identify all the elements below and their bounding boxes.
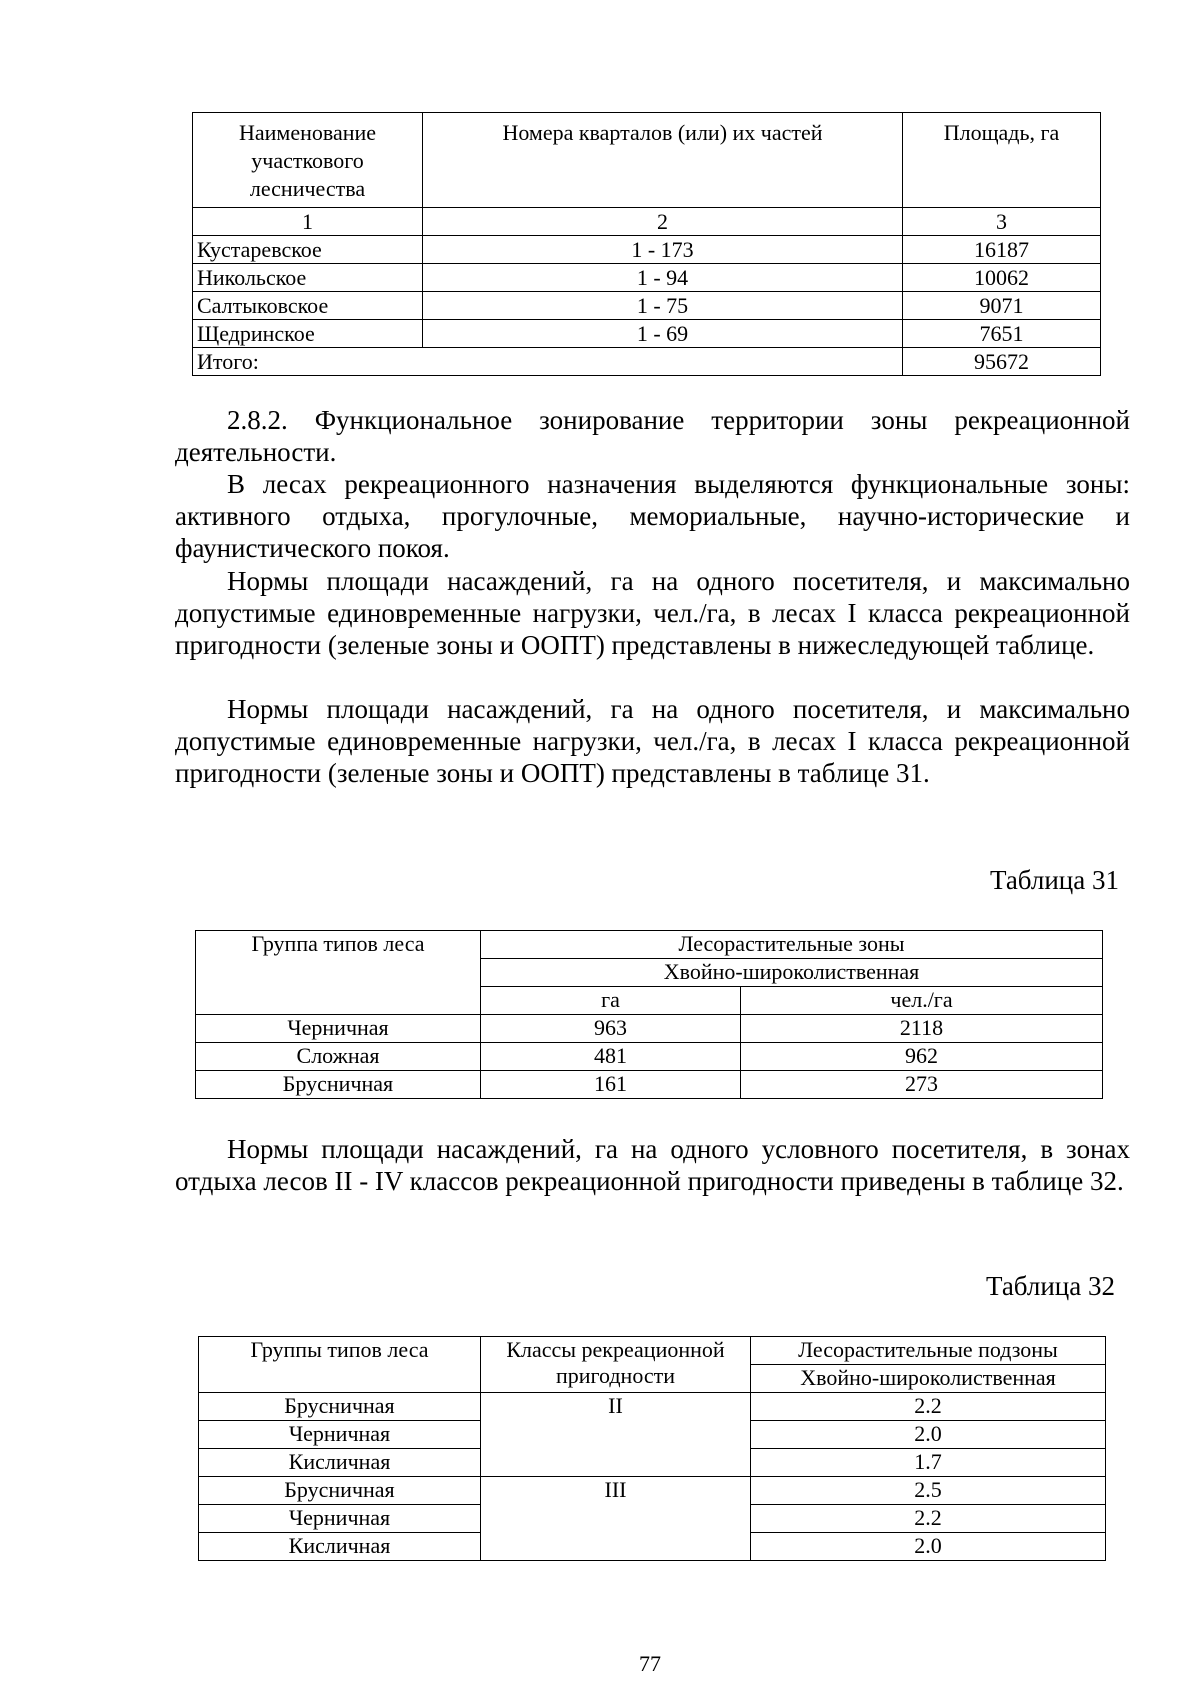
- load-value: 273: [741, 1071, 1103, 1099]
- table-row: [196, 1015, 1103, 1043]
- load-value: 962: [741, 1043, 1103, 1071]
- class-iii: III: [481, 1477, 751, 1561]
- area: 7651: [903, 320, 1101, 348]
- header-group: Группа типов леса: [196, 931, 481, 1015]
- table-row: [199, 1477, 1106, 1505]
- quarters: 1 - 75: [423, 292, 903, 320]
- norm-value: 2.0: [751, 1533, 1106, 1561]
- forestry-name: Щедринское: [193, 320, 423, 348]
- header-quarters: Номера кварталов (или) их частей: [423, 113, 903, 208]
- table-row: [199, 1393, 1106, 1421]
- ha-value: 963: [481, 1015, 741, 1043]
- table-31: [195, 930, 1103, 1099]
- paragraph: Нормы площади насаждений, га на одного условного посетителя, в зонах отдыха лесов II - IV классов рекреационной пригодности приведены в таблице 32.: [175, 1134, 1130, 1196]
- header-subzone: Хвойно-широколиственная: [751, 1365, 1106, 1393]
- paragraph: Нормы площади насаждений, га на одного посетителя, и максимально допустимые единовременные нагрузки, чел./га, в лесах I класса рекреационной пригодности (зеленые зоны и ООПТ) представлены в нижеследующей таблице.: [175, 566, 1130, 660]
- page-number: 77: [639, 1651, 661, 1676]
- ha-value: 481: [481, 1043, 741, 1071]
- area: 9071: [903, 292, 1101, 320]
- forest-group: Брусничная: [199, 1477, 481, 1505]
- table-row: [193, 292, 1101, 320]
- quarters: 1 - 94: [423, 264, 903, 292]
- area: 10062: [903, 264, 1101, 292]
- paragraph: Нормы площади насаждений, га на одного посетителя, и максимально допустимые единовременные нагрузки, чел./га, в лесах I класса рекреационной пригодности (зеленые зоны и ООПТ) представлены в таблице 31.: [175, 694, 1130, 788]
- total-row: [193, 348, 1101, 376]
- forest-group: Черничная: [199, 1421, 481, 1449]
- quarters: 1 - 173: [423, 236, 903, 264]
- table-caption: Таблица 32: [986, 1271, 1115, 1301]
- forestry-name: Кустаревское: [193, 236, 423, 264]
- header-area: Площадь, га: [903, 113, 1101, 208]
- forest-group: Сложная: [196, 1043, 481, 1071]
- header-number: 1: [193, 208, 423, 236]
- forest-group: Брусничная: [199, 1393, 481, 1421]
- header-number: 2: [423, 208, 903, 236]
- header-subzones: Лесорастительные подзоны: [751, 1337, 1106, 1365]
- table-32: [198, 1336, 1106, 1561]
- header-unit-ha: га: [481, 987, 741, 1015]
- table-row: [193, 320, 1101, 348]
- table-row: [196, 1071, 1103, 1099]
- header-number: 3: [903, 208, 1101, 236]
- forest-group: Черничная: [196, 1015, 481, 1043]
- section-heading: 2.8.2. Функциональное зонирование территории зоны рекреационной деятельности.: [175, 405, 1130, 467]
- header-zones: Лесорастительные зоны: [481, 931, 1103, 959]
- forest-group: Брусничная: [196, 1071, 481, 1099]
- header-unit-load: чел./га: [741, 987, 1103, 1015]
- table-row: [193, 264, 1101, 292]
- header-classes: Классы рекреационной пригодности: [481, 1337, 751, 1393]
- forestry-area-table: [192, 112, 1101, 376]
- forest-group: Кисличная: [199, 1533, 481, 1561]
- header-subzone: Хвойно-широколиственная: [481, 959, 1103, 987]
- total-value: 95672: [903, 348, 1101, 376]
- area: 16187: [903, 236, 1101, 264]
- norm-value: 2.2: [751, 1505, 1106, 1533]
- forest-group: Черничная: [199, 1505, 481, 1533]
- load-value: 2118: [741, 1015, 1103, 1043]
- table-caption: Таблица 31: [990, 865, 1119, 895]
- table-row: [193, 236, 1101, 264]
- header-groups: Группы типов леса: [199, 1337, 481, 1393]
- norm-value: 1.7: [751, 1449, 1106, 1477]
- table-row: [196, 1043, 1103, 1071]
- norm-value: 2.5: [751, 1477, 1106, 1505]
- total-label: Итого:: [193, 348, 903, 376]
- forest-group: Кисличная: [199, 1449, 481, 1477]
- quarters: 1 - 69: [423, 320, 903, 348]
- ha-value: 161: [481, 1071, 741, 1099]
- forestry-name: Никольское: [193, 264, 423, 292]
- header-forestry-name: Наименование участкового лесничества: [193, 113, 423, 208]
- class-ii: II: [481, 1393, 751, 1477]
- norm-value: 2.0: [751, 1421, 1106, 1449]
- paragraph: В лесах рекреационного назначения выделяются функциональные зоны: активного отдыха, прогулочные, мемориальные, научно-исторические и фаунистического покоя.: [175, 469, 1130, 563]
- norm-value: 2.2: [751, 1393, 1106, 1421]
- forestry-name: Салтыковское: [193, 292, 423, 320]
